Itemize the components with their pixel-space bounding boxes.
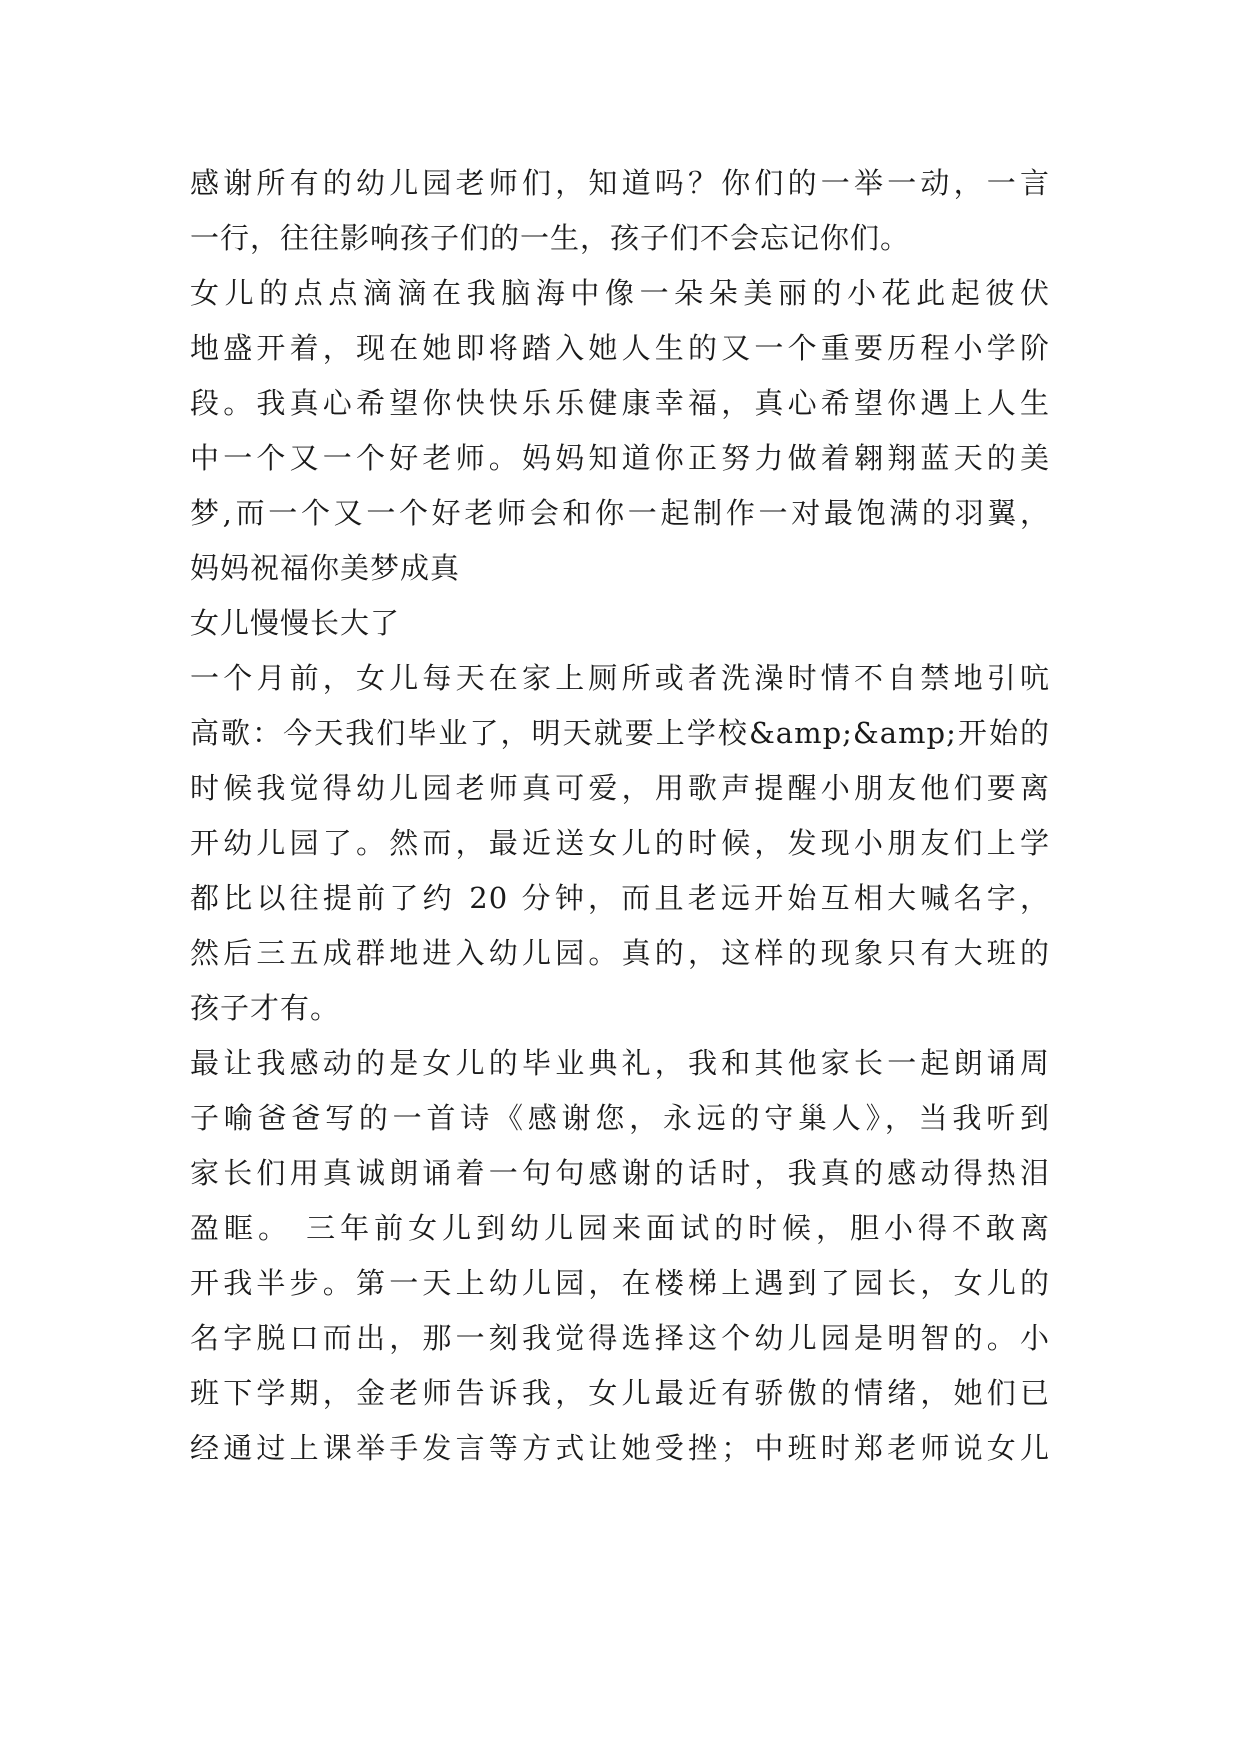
text-line: 地盛开着，现在她即将踏入她人生的又一个重要历程小学阶 <box>190 331 1050 365</box>
text-line: 梦,而一个又一个好老师会和你一起制作一对最饱满的羽翼， <box>190 496 1050 530</box>
text-line: 子喻爸爸写的一首诗《感谢您，永远的守巢人》，当我听到 <box>190 1101 1050 1135</box>
text-line: 家长们用真诚朗诵着一句句感谢的话时，我真的感动得热泪 <box>190 1156 1050 1190</box>
text-line: 女儿的点点滴滴在我脑海中像一朵朵美丽的小花此起彼伏 <box>190 276 1050 310</box>
text-line: 孩子才有。 <box>190 991 341 1025</box>
text-line: 一个月前，女儿每天在家上厕所或者洗澡时情不自禁地引吭 <box>190 661 1050 695</box>
document-body <box>190 156 1050 1476</box>
text-line: 班下学期，金老师告诉我，女儿最近有骄傲的情绪，她们已 <box>190 1376 1050 1410</box>
text-line: 名字脱口而出，那一刻我觉得选择这个幼儿园是明智的。小 <box>190 1321 1050 1355</box>
text-line: 都比以往提前了约 20 分钟，而且老远开始互相大喊名字， <box>190 881 1050 915</box>
text-line: 然后三五成群地进入幼儿园。真的，这样的现象只有大班的 <box>190 936 1050 970</box>
section-heading: 女儿慢慢长大了 <box>190 606 401 640</box>
text-line: 开我半步。第一天上幼儿园，在楼梯上遇到了园长，女儿的 <box>190 1266 1050 1300</box>
text-line: 盈眶。 三年前女儿到幼儿园来面试的时候，胆小得不敢离 <box>190 1211 1050 1245</box>
text-line: 经通过上课举手发言等方式让她受挫；中班时郑老师说女儿 <box>190 1431 1050 1465</box>
text-line: 开幼儿园了。然而，最近送女儿的时候，发现小朋友们上学 <box>190 826 1050 860</box>
text-line: 中一个又一个好老师。妈妈知道你正努力做着翱翔蓝天的美 <box>190 441 1050 475</box>
text-line: 一行，往往影响孩子们的一生，孩子们不会忘记你们。 <box>190 221 911 255</box>
text-line: 妈妈祝福你美梦成真 <box>190 551 461 585</box>
text-line: 段。我真心希望你快快乐乐健康幸福，真心希望你遇上人生 <box>190 386 1050 420</box>
text-line: 高歌：今天我们毕业了，明天就要上学校&amp;&amp;开始的 <box>190 716 1050 750</box>
text-line: 时候我觉得幼儿园老师真可爱，用歌声提醒小朋友他们要离 <box>190 771 1050 805</box>
text-line: 感谢所有的幼儿园老师们，知道吗？你们的一举一动，一言 <box>190 166 1050 200</box>
text-line: 最让我感动的是女儿的毕业典礼，我和其他家长一起朗诵周 <box>190 1046 1050 1080</box>
